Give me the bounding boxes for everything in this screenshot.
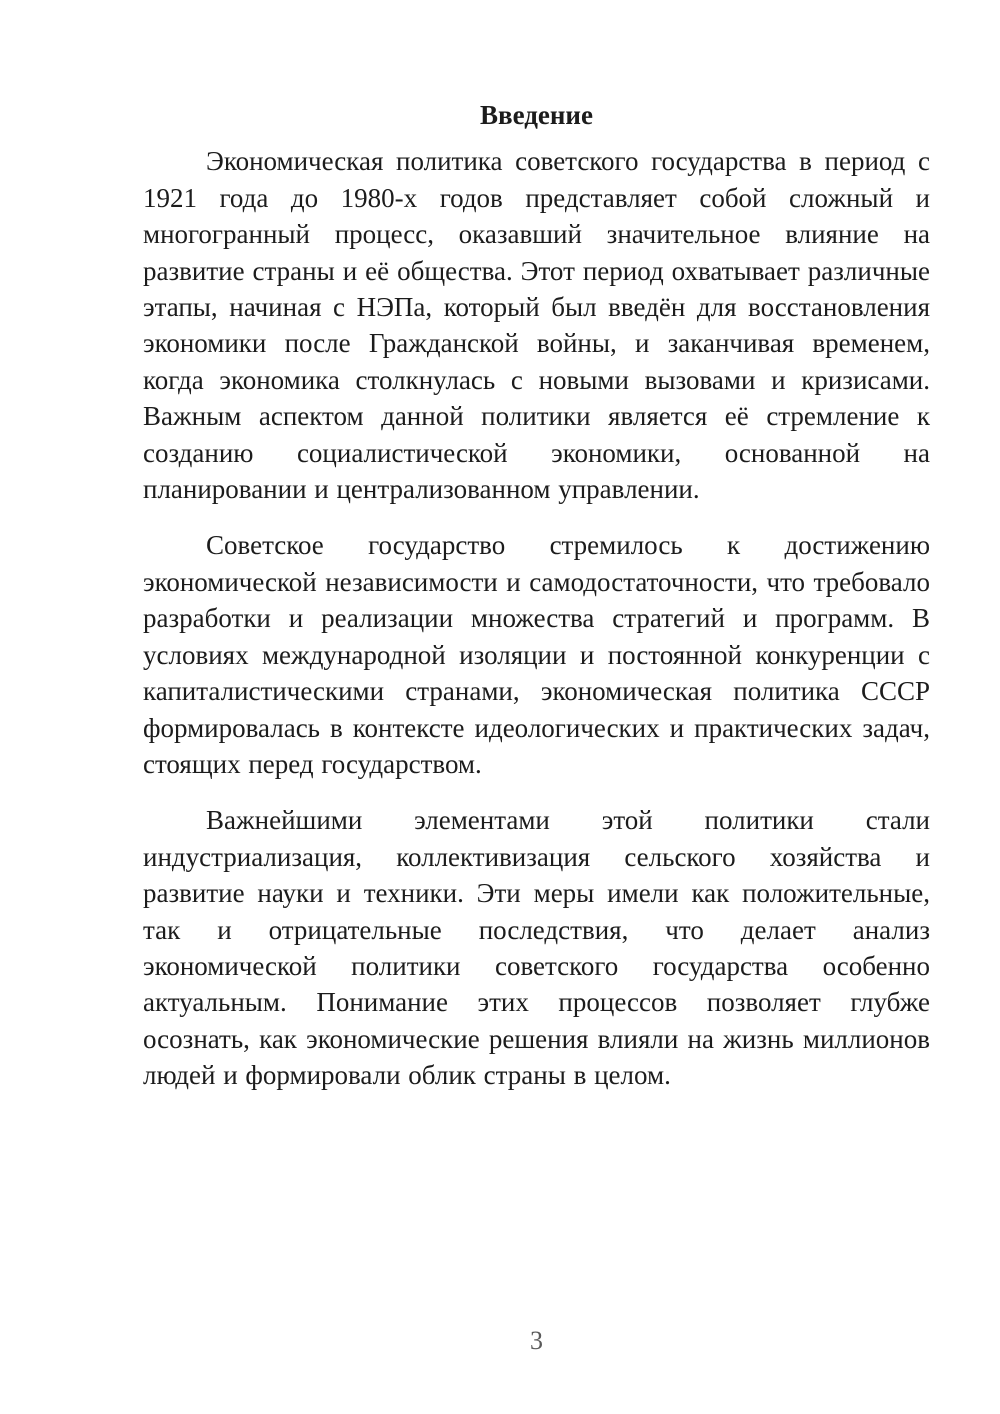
paragraph-2: Советское государство стремилось к достижению экономической независимости и самодостаточности, что требовало разработки и реализации множества стратегий и программ. В условиях международной изоляции и постоянной конкуренции с капиталистическими странами, экономическая политика СССР формировалась в контексте идеологических и практических задач, стоящих перед государством. (143, 530, 930, 779)
page-title: Введение (480, 100, 593, 130)
paragraph-3: Важнейшими элементами этой политики стали индустриализация, коллективизация сельского хозяйства и развитие науки и техники. Эти меры имели как положительные, так и отрицательные последствия, что делает анализ экономической политики советского государства особенно актуальным. Понимание этих процессов позволяет глубже осознать, как экономические решения влияли на жизнь миллионов людей и формировали облик страны в целом. (143, 805, 930, 1091)
paragraph-1: Экономическая политика советского государства в период с 1921 года до 1980-х годов представляет собой сложный и многогранный процесс, оказавший значительное влияние на развитие страны и её общества. Этот период охватывает различные этапы, начиная с НЭПа, который был введён для восстановления экономики после Гражданской войны, и заканчивая временем, когда экономика столкнулась с новыми вызовами и кризисами. Важным аспектом данной политики является её стремление к созданию социалистической экономики, основанной на планировании и централизованном управлении. (143, 146, 930, 505)
document-content (143, 97, 930, 1114)
page-footer (143, 1326, 930, 1356)
page-number: 3 (530, 1326, 543, 1355)
